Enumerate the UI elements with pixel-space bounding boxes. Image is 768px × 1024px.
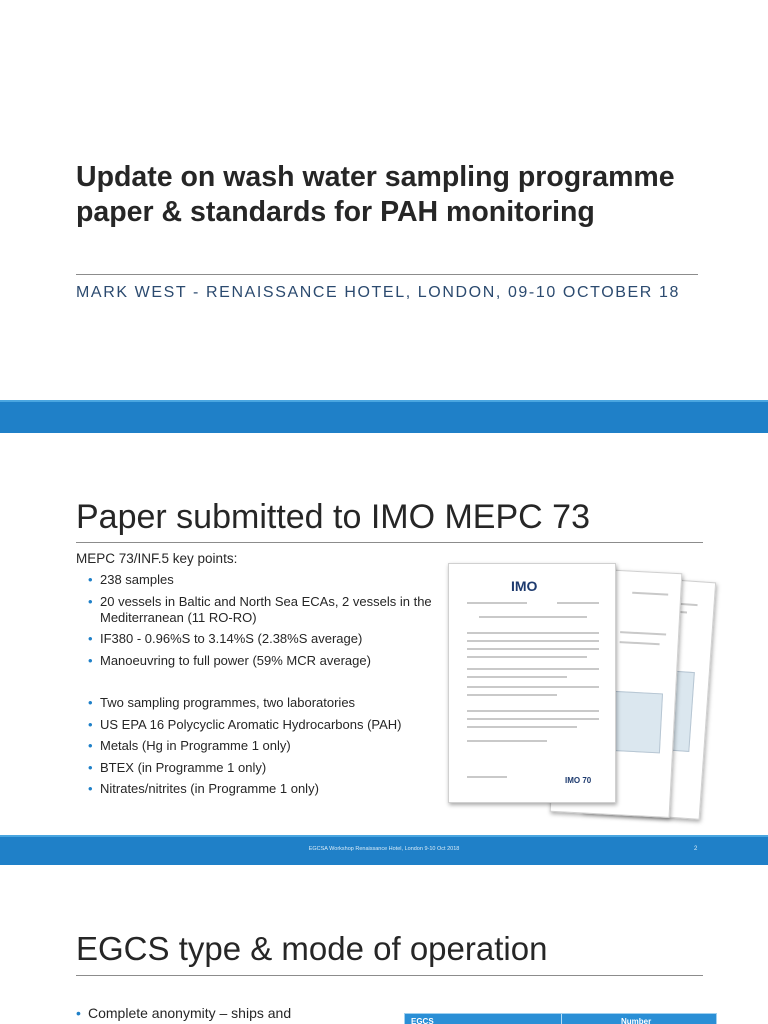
slide-3-title: EGCS type & mode of operation [76, 930, 548, 967]
slide-1-subtitle: MARK WEST - RENAISSANCE HOTEL, LONDON, 09-10 OCTOBER 18 [76, 284, 680, 301]
key-points-list [88, 572, 468, 674]
list-item: • Metals (Hg in Programme 1 only) [88, 738, 291, 753]
slide-page-number: 2 [694, 846, 698, 852]
slide-1-title: Update on wash water sampling programme paper & standards for PAH monitoring [76, 161, 675, 228]
table-header-egcs: EGCS [411, 1017, 434, 1024]
table-column-divider [561, 1014, 562, 1024]
title-divider [76, 542, 703, 543]
bullet-icon: • [88, 631, 93, 646]
slide-2-title: Paper submitted to IMO MEPC 73 [76, 498, 590, 536]
bullet-icon: • [88, 759, 93, 775]
title-divider [76, 274, 698, 275]
document-page-1-image [448, 563, 616, 803]
slide-1 [0, 0, 768, 400]
bullet-icon: • [88, 781, 93, 796]
bullet-icon: • [88, 593, 93, 609]
imo-70-logo: IMO 70 [565, 776, 592, 785]
slide-3-bullets [76, 1005, 291, 1021]
list-item: • BTEX (in Programme 1 only) [88, 759, 267, 775]
list-item: • Nitrates/nitrites (in Programme 1 only) [88, 781, 319, 796]
slide-footer-text: EGCSA Workshop Renaissance Hotel, London 9-10 Oct 2018 [308, 846, 460, 852]
list-item: • Manoeuvring to full power (59% MCR average) [88, 652, 371, 668]
list-item: • US EPA 16 Polycyclic Aromatic Hydrocarbons (PAH) [88, 716, 402, 732]
bullet-icon: • [88, 738, 93, 753]
key-points-intro: MEPC 73/INF.5 key points: [76, 551, 238, 566]
list-item: • 238 samples [88, 572, 174, 587]
list-item: • Two sampling programmes, two laboratories [88, 695, 356, 710]
list-item: • 20 vessels in Baltic and North Sea ECAs, 2 vessels in the Mediterranean (11 RO-RO) [88, 593, 432, 625]
slide-separator-band [0, 400, 768, 433]
bullet-icon: • [88, 572, 93, 587]
bullet-icon: • [88, 652, 93, 668]
bullet-icon: • [76, 1005, 81, 1021]
bullet-icon: • [88, 716, 93, 732]
list-item: • Complete anonymity – ships and [76, 1005, 292, 1021]
title-divider [76, 975, 703, 976]
list-item: • IF380 - 0.96%S to 3.14%S (2.38%S average) [88, 631, 363, 646]
bullet-icon: • [88, 695, 93, 710]
table-header-number: Number [621, 1017, 652, 1024]
imo-logo: IMO [511, 578, 538, 594]
egcs-table-header [404, 1013, 717, 1024]
programme-details-list [88, 695, 468, 803]
